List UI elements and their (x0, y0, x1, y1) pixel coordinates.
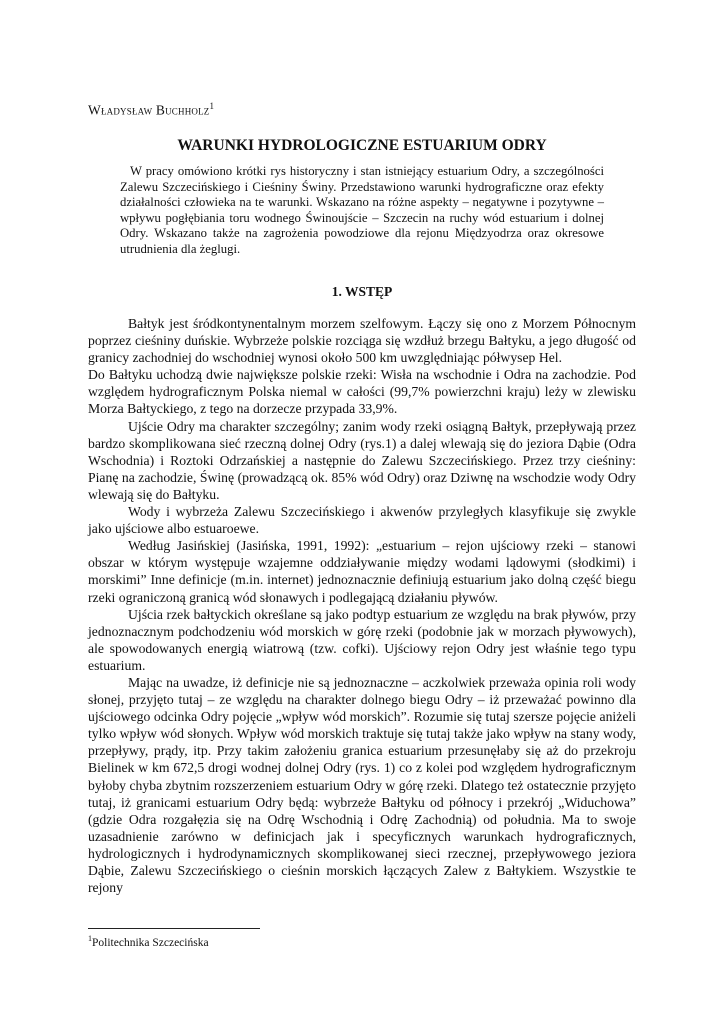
paragraph: Bałtyk jest śródkontynentalnym morzem szelfowym. Łączy się ono z Morzem Północnym poprzez cieśniny duńskie. Wybrzeże polskie rozciąga się wzdłuż brzegu Bałtyku, a jego długość od granicy zachodniej do wschodniej wynosi około 500 km uwzględniając półwysep Hel. (88, 316, 636, 366)
footnote-text: Politechnika Szczecińska (92, 936, 209, 949)
abstract (120, 164, 604, 258)
paragraph: Do Bałtyku uchodzą dwie największe polskie rzeki: Wisła na wschodnie i Odra na zachodzie. Pod względem hydrograficznym Polska niemal w całości (99,7% powierzchni kraju) leży w zlewisku Morza Bałtyckiego, z tego na dorzecze przypada 33,9%. (88, 367, 636, 417)
author-name-text: Władysław Buchholz (88, 102, 210, 118)
footnote (88, 934, 209, 949)
abstract-text: W pracy omówiono krótki rys historyczny i stan istniejący estuarium Odry, a szczególności Zalewu Szczecińskiego i Cieśniny Świny. Przedstawiono warunki hydrograficzne oraz efekty działalności człowieka na te warunki. Wskazano na różne aspekty – negatywne i pozytywne – wpływu pogłębiania toru wodnego Świnoujście – Szczecin na ruchy wód estuarium i dolnej Odry. Wskazano także na zagrożenia powodziowe dla rejonu Międzyodrza oraz okresowe utrudnienia dla żeglugi. (120, 164, 604, 256)
paper-title: WARUNKI HYDROLOGICZNE ESTUARIUM ODRY (177, 137, 547, 154)
footnote-divider (88, 928, 260, 929)
paragraph: Ujścia rzek bałtyckich określane są jako podtyp estuarium ze względu na brak pływów, przy jednoznacznym podchodzeniu wód morskich w górę rzeki (podobnie jak w morzach pływowych), ale spowodowanych energią wiatrową (tzw. cofki). Ujściowy rejon Odry jest właśnie tego typu estuarium. (88, 606, 636, 673)
footnote-mark: 1 (88, 934, 92, 943)
author-footnote-mark: 1 (209, 101, 215, 111)
author-name (88, 101, 214, 119)
paragraph: Ujście Odry ma charakter szczególny; zanim wody rzeki osiągną Bałtyk, przepływają przez bardzo skomplikowana sieć rzeczną dolnej Odry (rys.1) a dalej wlewają się do jeziora Dąbie (Odra Wschodnia) i Roztoki Odrzańskiej a następnie do Zalewu Szczecińskiego. Przez trzy cieśniny: Pianę na zachodzie, Świnę (prowadzącą ok. 85% wód Odry) oraz Dziwnę na wschodzie wody Odry wlewają się do Bałtyku. (88, 418, 636, 502)
section-heading: 1. WSTĘP (331, 284, 393, 299)
paragraph: Według Jasińskiej (Jasińska, 1991, 1992): „estuarium – rejon ujściowy rzeki – stanowi obszar w którym występuje wzajemne oddziaływanie między wodami lądowymi (słodkimi) i morskimi” Inne definicje (m.in. internet) jednoznacznie definiują estuarium jako dolną część biegu rzeki ograniczoną granicą wód słonawych i podlegającą działaniu pływów. (88, 538, 636, 605)
paragraph: Wody i wybrzeża Zalewu Szczecińskiego i akwenów przyległych klasyfikuje się zwykle jako ujściowe albo estuaroewe. (88, 504, 636, 537)
body-text (88, 315, 636, 896)
paragraph: Mając na uwadze, iż definicje nie są jednoznaczne – aczkolwiek przeważa opinia roli wody słonej, przyjęto tutaj – ze względu na charakter dolnego biegu Odry – iż przeważać powinno dla ujściowego odcinka Odry pojęcie „wpływ wód morskich”. Rozumie się tutaj szersze pojęcie aniżeli tylko wpływ wód słonych. Wpływ wód morskich traktuje się tutaj także jako wpływ na stany wody, przepływy, prądy, itp. Przy takim założeniu granica estuarium przesunęłaby się aż do przekroju Bielinek w km 672,5 drogi wodnej dolnej Odry (rys. 1) co z kolei pod względem hydrograficznym byłoby chyba zbytnim rozszerzeniem estuarium Odry w górę rzeki. Dlatego też ostatecznie przyjęto tutaj, iż granicami estuarium Odry będą: wybrzeże Bałtyku od północy i przekrój „Widuchowa” (gdzie Odra rozgałęzia się na Odrę Wschodnią i Odrę Zachodnią) od południa. Ma to swoje uzasadnienie zarówno w definicjach jak i specyficznych warunkach hydrograficznych, hydrologicznych i hydrodynamicznych skomplikowanej sieci rzecznej, przepływowego jeziora Dąbie, Zalewu Szczecińskiego o cieśnin morskich łączących Zalew z Bałtykiem. Wszystkie te rejony (88, 674, 636, 896)
